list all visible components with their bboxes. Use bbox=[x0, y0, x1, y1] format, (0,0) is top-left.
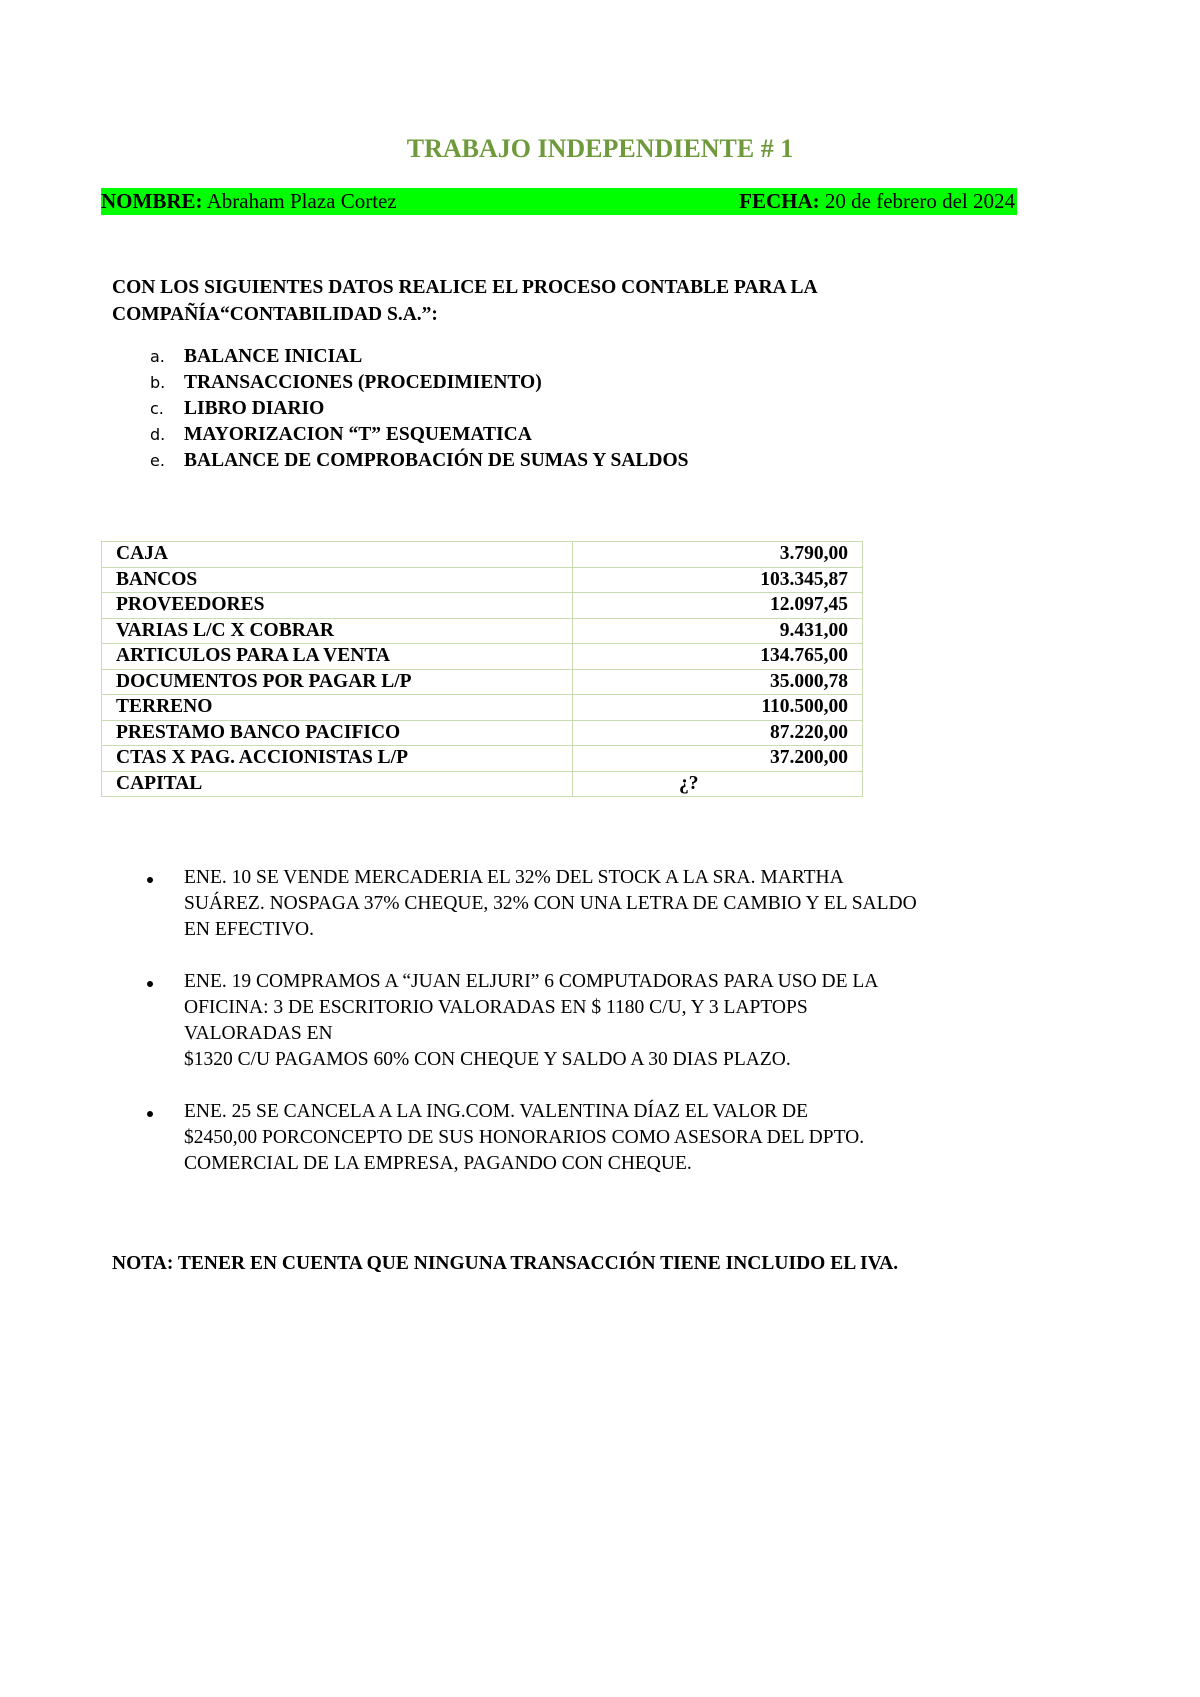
account-name: ARTICULOS PARA LA VENTA bbox=[102, 644, 573, 670]
transaction-line: SUÁREZ. NOSPAGA 37% CHEQUE, 32% CON UNA LETRA DE CAMBIO Y EL SALDO bbox=[184, 893, 917, 914]
account-name: TERRENO bbox=[102, 695, 573, 721]
table-row bbox=[102, 618, 863, 644]
task-item bbox=[112, 370, 689, 396]
account-amount: 134.765,00 bbox=[573, 644, 863, 670]
account-amount: 37.200,00 bbox=[573, 746, 863, 772]
task-text: BALANCE INICIAL bbox=[184, 346, 363, 367]
bullet-icon bbox=[147, 981, 153, 987]
accounts-table bbox=[101, 541, 863, 797]
transaction-item bbox=[140, 865, 1040, 943]
page-title: TRABAJO INDEPENDIENTE # 1 bbox=[406, 134, 794, 163]
account-amount: 103.345,87 bbox=[573, 567, 863, 593]
task-marker: d. bbox=[150, 425, 166, 444]
instructions-line-2: COMPAÑÍA“CONTABILIDAD S.A.”: bbox=[112, 304, 438, 325]
transaction-item bbox=[140, 1099, 1040, 1177]
task-text: TRANSACCIONES (PROCEDIMIENTO) bbox=[184, 372, 542, 393]
name-date-bar bbox=[101, 188, 1017, 215]
transaction-line: OFICINA: 3 DE ESCRITORIO VALORADAS EN $ 1180 C/U, Y 3 LAPTOPS bbox=[184, 997, 808, 1018]
bullet-icon bbox=[147, 877, 153, 883]
task-text: BALANCE DE COMPROBACIÓN DE SUMAS Y SALDOS bbox=[184, 450, 689, 471]
account-amount: 35.000,78 bbox=[573, 669, 863, 695]
name-value: Abraham Plaza Cortez bbox=[206, 189, 397, 213]
task-item bbox=[112, 448, 689, 474]
name-field bbox=[101, 188, 397, 215]
table-row bbox=[102, 746, 863, 772]
account-name: PROVEEDORES bbox=[102, 593, 573, 619]
instructions bbox=[112, 274, 972, 328]
transaction-line: $1320 C/U PAGAMOS 60% CON CHEQUE Y SALDO A 30 DIAS PLAZO. bbox=[184, 1049, 791, 1070]
account-amount: 9.431,00 bbox=[573, 618, 863, 644]
transaction-line: ENE. 19 COMPRAMOS A “JUAN ELJURI” 6 COMPUTADORAS PARA USO DE LA bbox=[184, 971, 879, 992]
date-value: 20 de febrero del 2024 bbox=[824, 189, 1015, 213]
table-row bbox=[102, 567, 863, 593]
transaction-line: ENE. 10 SE VENDE MERCADERIA EL 32% DEL STOCK A LA SRA. MARTHA bbox=[184, 867, 844, 888]
task-item bbox=[112, 396, 689, 422]
account-name: DOCUMENTOS POR PAGAR L/P bbox=[102, 669, 573, 695]
table-row bbox=[102, 771, 863, 797]
date-field bbox=[739, 188, 1015, 215]
account-amount: 12.097,45 bbox=[573, 593, 863, 619]
name-label: NOMBRE: bbox=[101, 189, 203, 213]
instructions-line-1: CON LOS SIGUIENTES DATOS REALICE EL PROCESO CONTABLE PARA LA bbox=[112, 277, 818, 298]
transaction-item bbox=[140, 969, 1040, 1073]
account-name: BANCOS bbox=[102, 567, 573, 593]
table-row bbox=[102, 593, 863, 619]
task-item bbox=[112, 344, 689, 370]
transaction-line: ENE. 25 SE CANCELA A LA ING.COM. VALENTINA DÍAZ EL VALOR DE bbox=[184, 1101, 809, 1122]
bullet-icon bbox=[147, 1111, 153, 1117]
task-list bbox=[112, 344, 689, 474]
table-row bbox=[102, 720, 863, 746]
account-amount: 110.500,00 bbox=[573, 695, 863, 721]
table-row bbox=[102, 669, 863, 695]
task-item bbox=[112, 422, 689, 448]
task-marker: e. bbox=[150, 451, 165, 470]
transaction-line: $2450,00 PORCONCEPTO DE SUS HONORARIOS COMO ASESORA DEL DPTO. bbox=[184, 1127, 865, 1148]
account-amount: ¿? bbox=[573, 771, 863, 797]
account-amount: 3.790,00 bbox=[573, 542, 863, 568]
account-name: CTAS X PAG. ACCIONISTAS L/P bbox=[102, 746, 573, 772]
table-row bbox=[102, 542, 863, 568]
transaction-line: EN EFECTIVO. bbox=[184, 919, 314, 940]
transactions-list bbox=[140, 865, 1040, 1203]
task-text: MAYORIZACION “T” ESQUEMATICA bbox=[184, 424, 532, 445]
account-name: CAJA bbox=[102, 542, 573, 568]
transaction-line: COMERCIAL DE LA EMPRESA, PAGANDO CON CHEQUE. bbox=[184, 1153, 692, 1174]
table-row bbox=[102, 644, 863, 670]
date-label: FECHA: bbox=[739, 189, 820, 213]
task-marker: b. bbox=[150, 373, 166, 392]
task-text: LIBRO DIARIO bbox=[184, 398, 325, 419]
account-name: CAPITAL bbox=[102, 771, 573, 797]
task-marker: a. bbox=[150, 347, 165, 366]
account-name: VARIAS L/C X COBRAR bbox=[102, 618, 573, 644]
account-amount: 87.220,00 bbox=[573, 720, 863, 746]
note-text: NOTA: TENER EN CUENTA QUE NINGUNA TRANSACCIÓN TIENE INCLUIDO EL IVA. bbox=[112, 1253, 899, 1274]
transaction-line: VALORADAS EN bbox=[184, 1023, 333, 1044]
table-row bbox=[102, 695, 863, 721]
task-marker: c. bbox=[150, 399, 164, 418]
account-name: PRESTAMO BANCO PACIFICO bbox=[102, 720, 573, 746]
